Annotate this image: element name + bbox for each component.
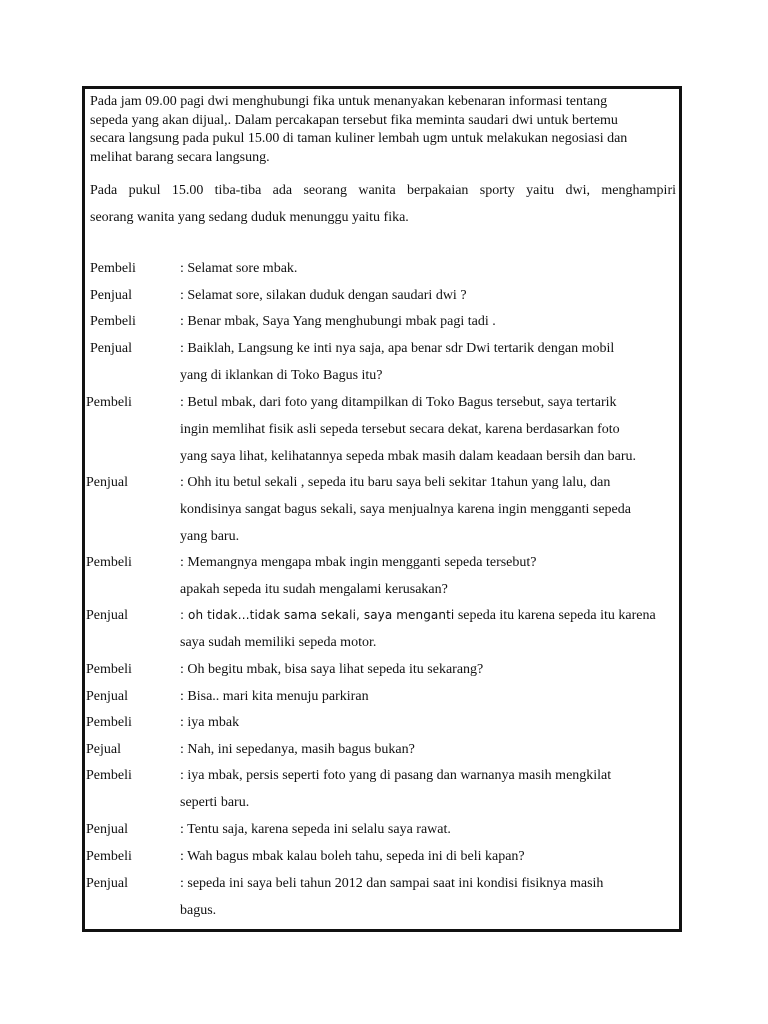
dialogue-line: yang saya lihat, kelihatannya sepeda mbak masih dalam keadaan bersih dan baru. xyxy=(180,449,636,464)
dialogue-line: yang baru. xyxy=(180,529,240,544)
intro-paragraph-2 xyxy=(90,177,680,231)
dialogue-line: : sepeda ini saya beli tahun 2012 dan sampai saat ini kondisi fisiknya masih xyxy=(180,876,604,891)
intro-line: seorang wanita yang sedang duduk menunggu yaitu fika. xyxy=(90,210,409,225)
dialogue-line: : Nah, ini sepedanya, masih bagus bukan? xyxy=(180,742,415,757)
dialogue-line: seperti baru. xyxy=(180,795,250,810)
speaker-label: Pembeli xyxy=(86,768,132,783)
dialogue-line: : Bisa.. mari kita menuju parkiran xyxy=(180,689,369,704)
dialogue-line xyxy=(180,608,656,624)
speaker-label: Penjual xyxy=(86,475,128,490)
dialogue-line: : iya mbak xyxy=(180,715,240,730)
speaker-label: Pembeli xyxy=(86,715,132,730)
speaker-label: Pembeli xyxy=(86,555,132,570)
speaker-label: Pejual xyxy=(86,742,121,757)
dialogue-line: yang di iklankan di Toko Bagus itu? xyxy=(180,368,383,383)
intro-line: secara langsung pada pukul 15.00 di taman kuliner lembah ugm untuk melakukan negosiasi dan xyxy=(90,131,628,146)
dialogue-line: ingin memlihat fisik asli sepeda tersebut secara dekat, karena berdasarkan foto xyxy=(180,422,620,437)
dialogue-line: : Selamat sore, silakan duduk dengan saudari dwi ? xyxy=(180,288,467,303)
dialogue-line: : Betul mbak, dari foto yang ditampilkan di Toko Bagus tersebut, saya tertarik xyxy=(180,395,617,410)
dialogue-line: : iya mbak, persis seperti foto yang di pasang dan warnanya masih mengkilat xyxy=(180,768,612,783)
intro-line: melihat barang secara langsung. xyxy=(90,149,270,165)
dialogue-line: : Tentu saja, karena sepeda ini selalu saya rawat. xyxy=(180,822,451,837)
speaker-label: Penjual xyxy=(86,822,128,837)
dialogue-line: kondisinya sangat bagus sekali, saya menjualnya karena ingin mengganti sepeda xyxy=(180,502,631,517)
intro-paragraph-1 xyxy=(90,93,680,167)
dialogue-line: : Selamat sore mbak. xyxy=(180,261,298,276)
handwritten-text: : oh tidak…tidak sama sekali, saya menganti xyxy=(180,608,455,622)
dialogue-line: : Memangnya mengapa mbak ingin mengganti sepeda tersebut? xyxy=(180,555,537,570)
intro-line: sepeda yang akan dijual,. Dalam percakapan tersebut fika meminta saudari dwi untuk bertemu xyxy=(90,112,618,128)
speaker-label: Pembeli xyxy=(86,662,132,677)
speaker-label: Pembeli xyxy=(90,261,136,276)
speaker-label: Pembeli xyxy=(86,395,132,410)
speaker-label: Penjual xyxy=(86,608,128,623)
speaker-label: Penjual xyxy=(86,876,128,891)
speaker-label: Pembeli xyxy=(86,849,132,864)
dialogue-line: : Ohh itu betul sekali , sepeda itu baru saya beli sekitar 1tahun yang lalu, dan xyxy=(180,475,611,490)
dialogue-line: saya sudah memiliki sepeda motor. xyxy=(180,635,377,650)
dialogue-line: : Wah bagus mbak kalau boleh tahu, sepeda ini di beli kapan? xyxy=(180,849,525,864)
speaker-label: Penjual xyxy=(86,689,128,704)
dialogue-line: apakah sepeda itu sudah mengalami kerusakan? xyxy=(180,582,448,597)
dialogue-line: : Baiklah, Langsung ke inti nya saja, apa benar sdr Dwi tertarik dengan mobil xyxy=(180,341,615,356)
speaker-label: Penjual xyxy=(90,341,132,356)
speaker-label: Pembeli xyxy=(90,314,136,329)
intro-line: Pada pukul 15.00 tiba-tiba ada seorang wanita berpakaian sporty yaitu dwi, menghampiri xyxy=(90,183,676,198)
dialogue-line: bagus. xyxy=(180,903,217,918)
speaker-label: Penjual xyxy=(90,288,132,303)
typed-text: sepeda itu karena sepeda itu karena xyxy=(454,608,656,623)
dialogue-line: : Oh begitu mbak, bisa saya lihat sepeda itu sekarang? xyxy=(180,662,484,677)
dialogue-line: : Benar mbak, Saya Yang menghubungi mbak pagi tadi . xyxy=(180,314,496,329)
intro-line: Pada jam 09.00 pagi dwi menghubungi fika untuk menanyakan kebenaran informasi tentang xyxy=(90,94,608,109)
